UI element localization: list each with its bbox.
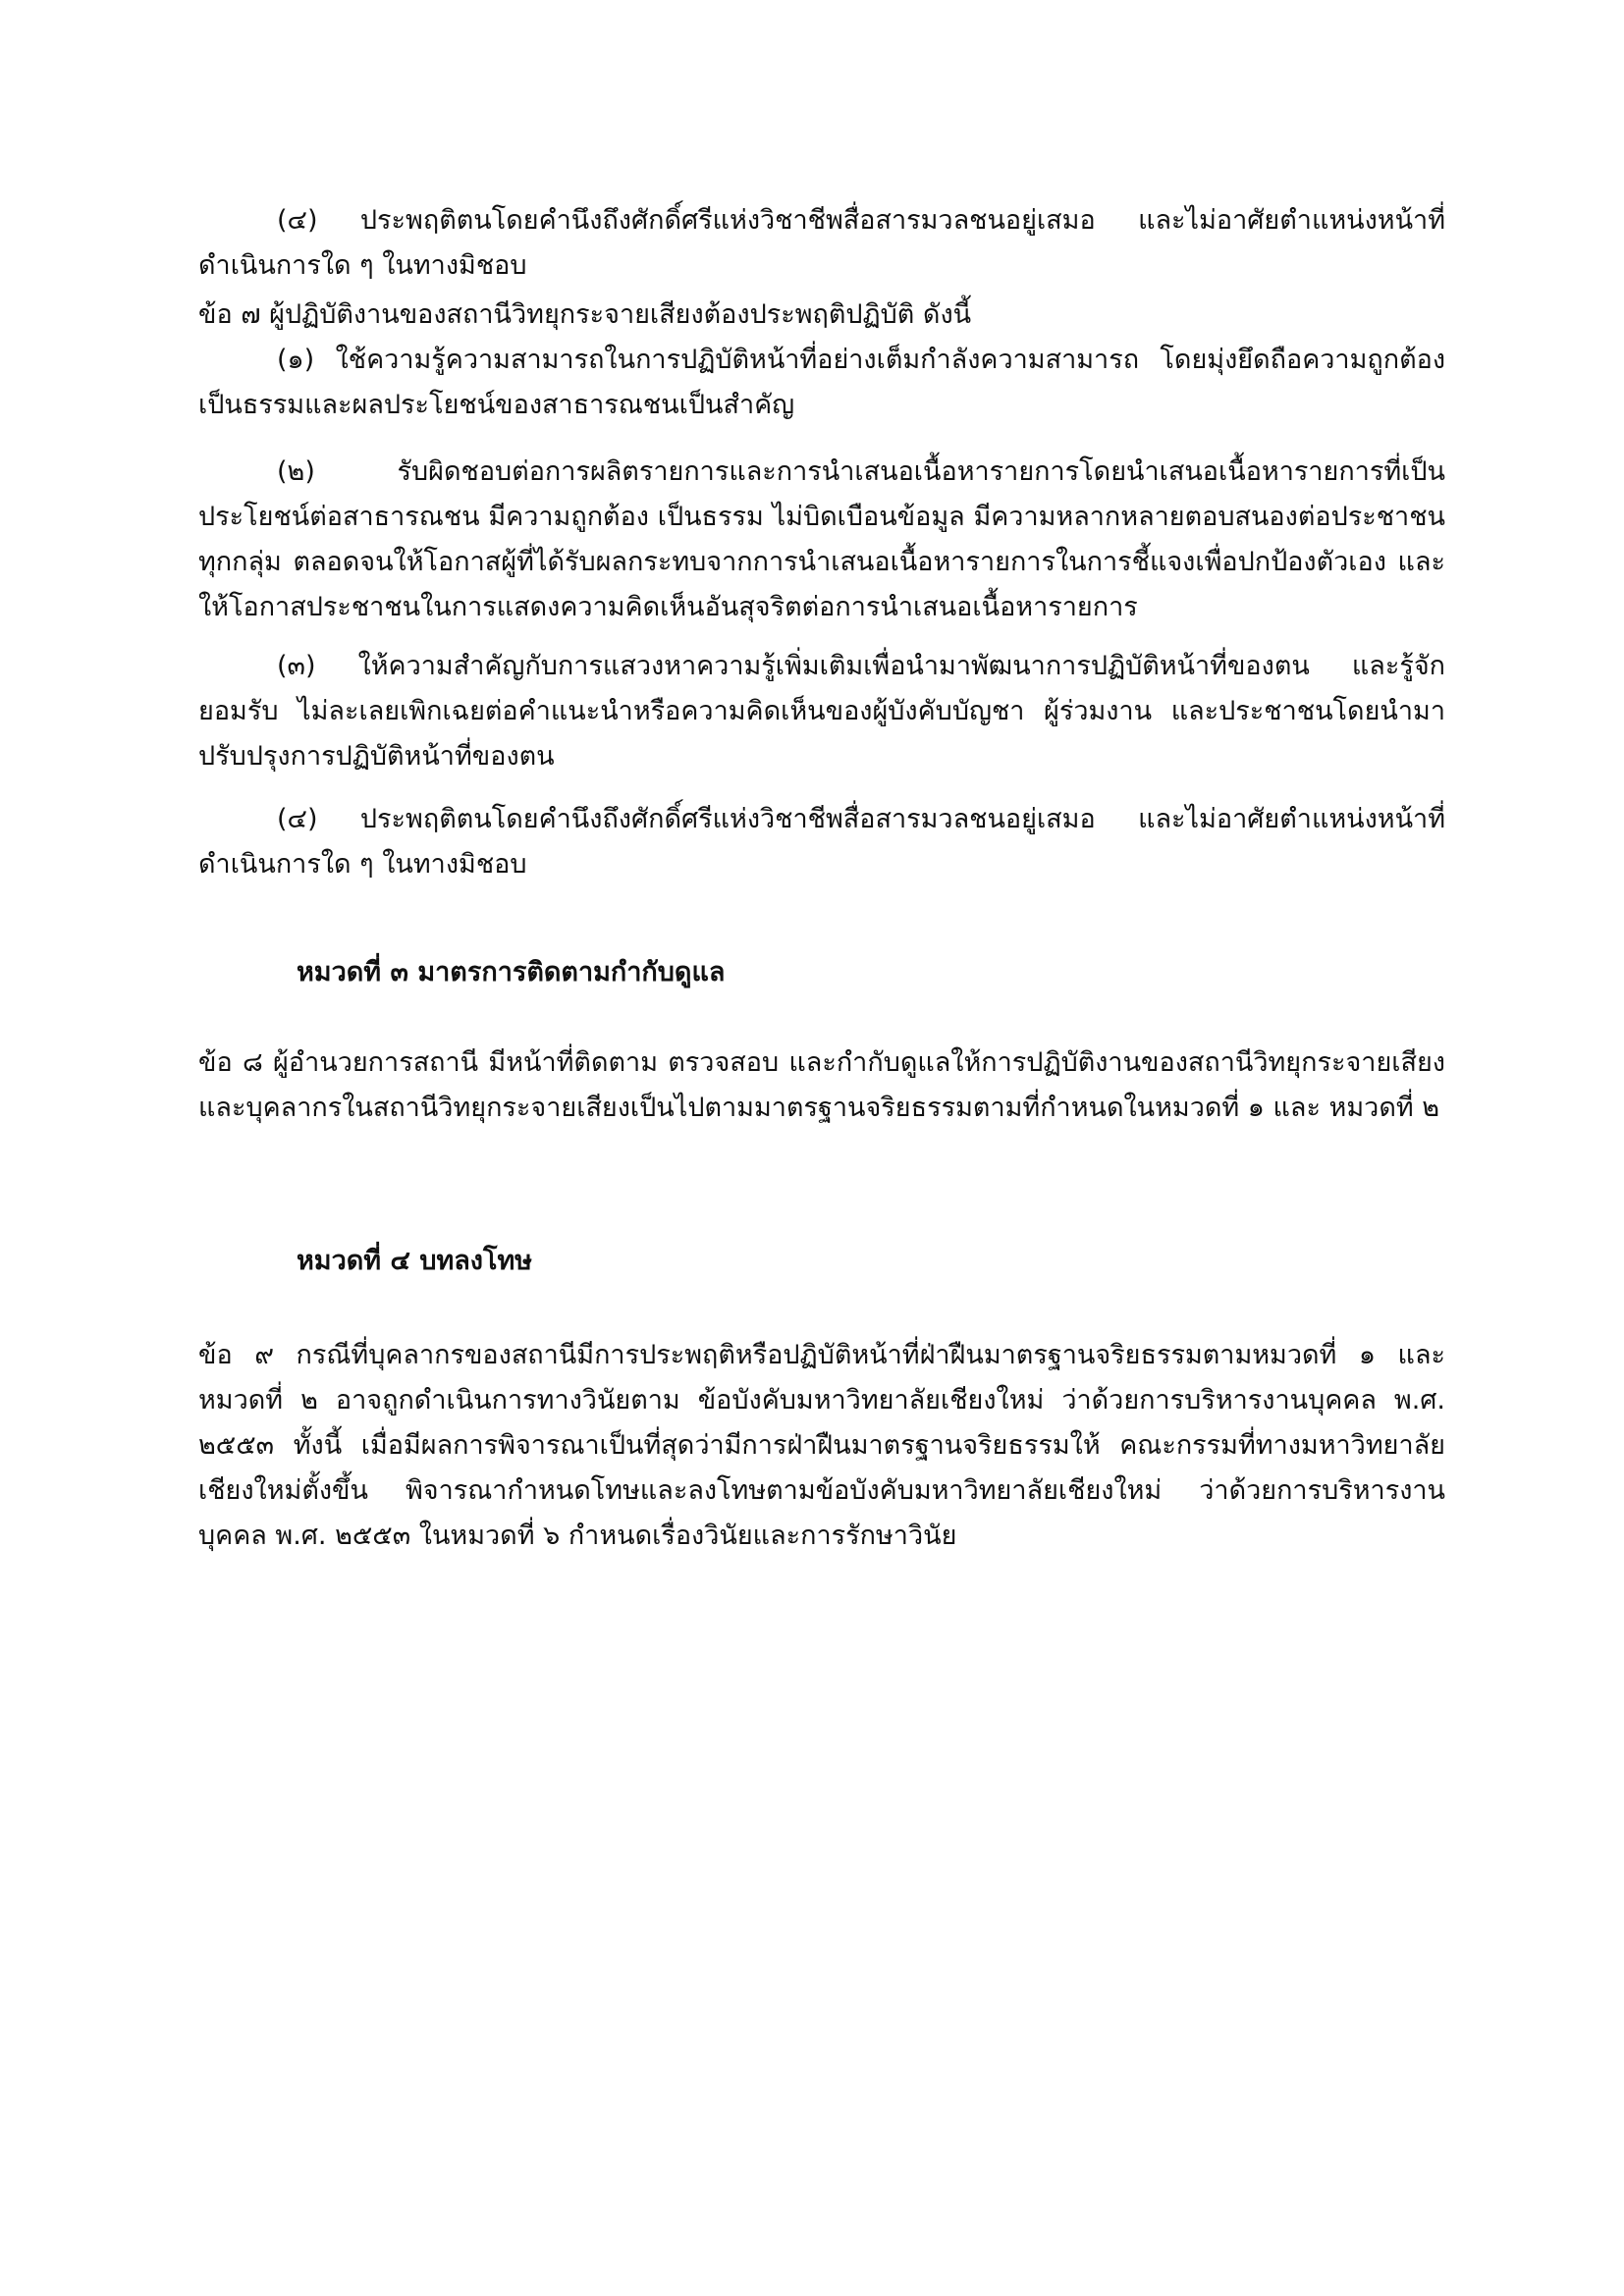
clause-9: ข้อ ๙ กรณีที่บุคลากรของสถานีมีการประพฤติหรือปฏิบัติหน้าที่ฝ่าฝืนมาตรฐานจริยธรรมตามหมวดที่ ๑ และหมวดที่ ๒ อาจถูกดำเนินการทางวินัยตาม ข้อบังคับมหาวิทยาลัยเชียงใหม่ ว่าด้วยการบริหารงานบุคคล พ.ศ. ๒๕๕๓ ทั้งนี้ เมื่อมีผลการพิจารณาเป็นที่สุดว่ามีการฝ่าฝืนมาตรฐานจริยธรรมให้ คณะกรรมที่ทางมหาวิทยาลัยเชียงใหม่ตั้งขึ้น พิจารณากำหนดโทษและลงโทษตามข้อบังคับมหาวิทยาลัยเชียงใหม่ ว่าด้วยการบริหารงานบุคคล พ.ศ. ๒๕๕๓ ในหมวดที่ ๖ กำหนดเรื่องวินัยและการรักษาวินัย xyxy=(198,1340,1445,1551)
clause-7: ข้อ ๗ ผู้ปฏิบัติงานของสถานีวิทยุกระจายเสียงต้องประพฤติปฏิบัติ ดังนี้ xyxy=(198,299,972,330)
clause-7-item-1: (๑) ใช้ความรู้ความสามารถในการปฏิบัติหน้าที่อย่างเต็มกำลังความสามารถ โดยมุ่งยึดถือความถูกต้อง เป็นธรรมและผลประโยชน์ของสาธารณชนเป็นสำคัญ xyxy=(198,345,1445,420)
section-3-heading: หมวดที่ ๓ มาตรการติดตามกำกับดูแล xyxy=(297,957,726,988)
clause-7-item-3: (๓) ให้ความสำคัญกับการแสวงหาความรู้เพิ่มเติมเพื่อนำมาพัฒนาการปฏิบัติหน้าที่ของตน และรู้จักยอมรับ ไม่ละเลยเพิกเฉยต่อคำแนะนำหรือความคิดเห็นของผู้บังคับบัญชา ผู้ร่วมงาน และประชาชนโดยนำมาปรับปรุงการปฏิบัติหน้าที่ของตน xyxy=(198,651,1445,772)
paragraph-item-4-previous: (๔) ประพฤติตนโดยคำนึงถึงศักดิ์ศรีแห่งวิชาชีพสื่อสารมวลชนอยู่เสมอ และไม่อาศัยตำแหน่งหน้าที่ดำเนินการใด ๆ ในทางมิชอบ xyxy=(198,205,1445,281)
section-4-heading: หมวดที่ ๔ บทลงโทษ xyxy=(297,1246,533,1276)
clause-7-item-2: (๒) รับผิดชอบต่อการผลิตรายการและการนำเสนอเนื้อหารายการโดยนำเสนอเนื้อหารายการที่เป็นประโยชน์ต่อสาธารณชน มีความถูกต้อง เป็นธรรม ไม่บิดเบือนข้อมูล มีความหลากหลายตอบสนองต่อประชาชนทุกกลุ่ม ตลอดจนให้โอกาสผู้ที่ได้รับผลกระทบจากการนำเสนอเนื้อหารายการในการชี้แจงเพื่อปกป้องตัวเอง และให้โอกาสประชาชนในการแสดงความคิดเห็นอันสุจริตต่อการนำเสนอเนื้อหารายการ xyxy=(198,456,1445,622)
clause-7-item-4: (๔) ประพฤติตนโดยคำนึงถึงศักดิ์ศรีแห่งวิชาชีพสื่อสารมวลชนอยู่เสมอ และไม่อาศัยตำแหน่งหน้าที่ดำเนินการใด ๆ ในทางมิชอบ xyxy=(198,804,1445,880)
clause-8: ข้อ ๘ ผู้อำนวยการสถานี มีหน้าที่ติดตาม ตรวจสอบ และกำกับดูแลให้การปฏิบัติงานของสถานีวิทยุกระจายเสียงและบุคลากรในสถานีวิทยุกระจายเสียงเป็นไปตามมาตรฐานจริยธรรมตามที่กำหนดในหมวดที่ ๑ และ หมวดที่ ๒ xyxy=(198,1047,1445,1123)
